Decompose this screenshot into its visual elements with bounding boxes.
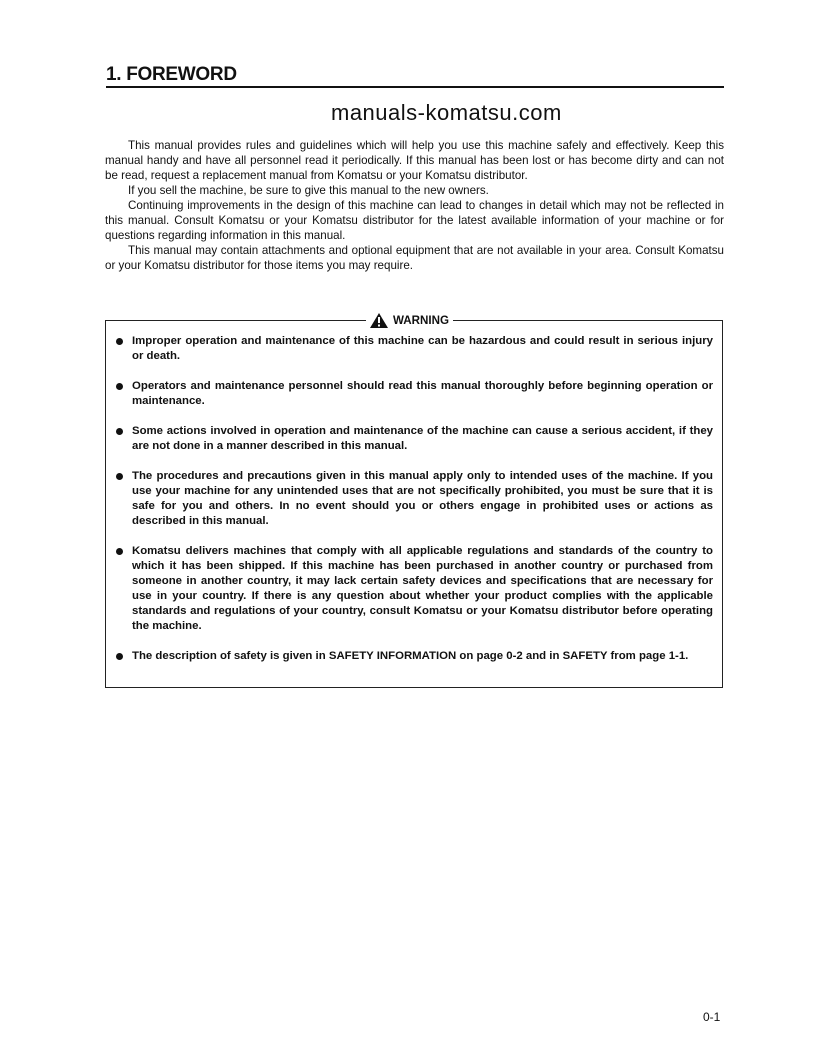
warning-list	[116, 334, 713, 679]
warning-triangle-icon	[370, 313, 388, 328]
intro-paragraph: This manual may contain attachments and optional equipment that are not available in your area. Consult Komatsu or your Komatsu distributor for those items you may require.	[105, 244, 724, 272]
bullet-icon	[116, 428, 123, 435]
list-item	[116, 469, 713, 529]
list-item-text: Komatsu delivers machines that comply with all applicable regulations and standards of the country to which it has been shipped. If this machine has been purchased in another country or purchased from someone in another country, it may lack certain safety devices and specifications that are necessary for use in your country. If there is any question about whether your product complies with the applicable standards and regulations of your country, consult Komatsu or your Komatsu distributor before operating the machine.	[132, 545, 713, 632]
watermark: manuals-komatsu.com	[331, 100, 562, 125]
bullet-icon	[116, 383, 123, 390]
intro-paragraph: If you sell the machine, be sure to give this manual to the new owners.	[128, 184, 489, 197]
warning-box	[105, 314, 723, 688]
list-item	[116, 424, 713, 454]
list-item-text: The description of safety is given in SAFETY INFORMATION on page 0-2 and in SAFETY from page 1-1.	[132, 650, 689, 662]
list-item-text: Improper operation and maintenance of this machine can be hazardous and could result in serious injury or death.	[132, 335, 713, 362]
list-item	[116, 544, 713, 634]
list-item-text: Some actions involved in operation and maintenance of the machine can cause a serious accident, if they are not done in a manner described in this manual.	[132, 425, 713, 452]
list-item-text: Operators and maintenance personnel should read this manual thoroughly before beginning operation or maintenance.	[132, 380, 713, 407]
warning-header	[366, 313, 453, 328]
bullet-icon	[116, 473, 123, 480]
bullet-icon	[116, 653, 123, 660]
bullet-icon	[116, 548, 123, 555]
intro-text	[105, 138, 724, 273]
list-item	[116, 379, 713, 409]
bullet-icon	[116, 338, 123, 345]
intro-paragraph: This manual provides rules and guidelines which will help you use this machine safely and effectively. Keep this manual handy and have all personnel read it periodically. If this manual has been lost or has become dirty and can not be read, request a replacement manual from Komatsu or your Komatsu distributor.	[105, 139, 724, 182]
page-number: 0-1	[703, 1010, 721, 1024]
page-title: 1. FOREWORD	[106, 64, 724, 88]
list-item-text: The procedures and precautions given in this manual apply only to intended uses of the machine. If you use your machine for any unintended uses that are not specifically prohibited, you must be sure that it is safe for you and others. In no event should you or others engage in prohibited uses or actions as described in this manual.	[132, 470, 713, 527]
list-item	[116, 649, 713, 664]
warning-label: WARNING	[393, 314, 450, 327]
list-item	[116, 334, 713, 364]
intro-paragraph: Continuing improvements in the design of this machine can lead to changes in detail which may not be reflected in this manual. Consult Komatsu or your Komatsu distributor for the latest available information of your machine or for questions regarding information in this manual.	[105, 199, 724, 242]
